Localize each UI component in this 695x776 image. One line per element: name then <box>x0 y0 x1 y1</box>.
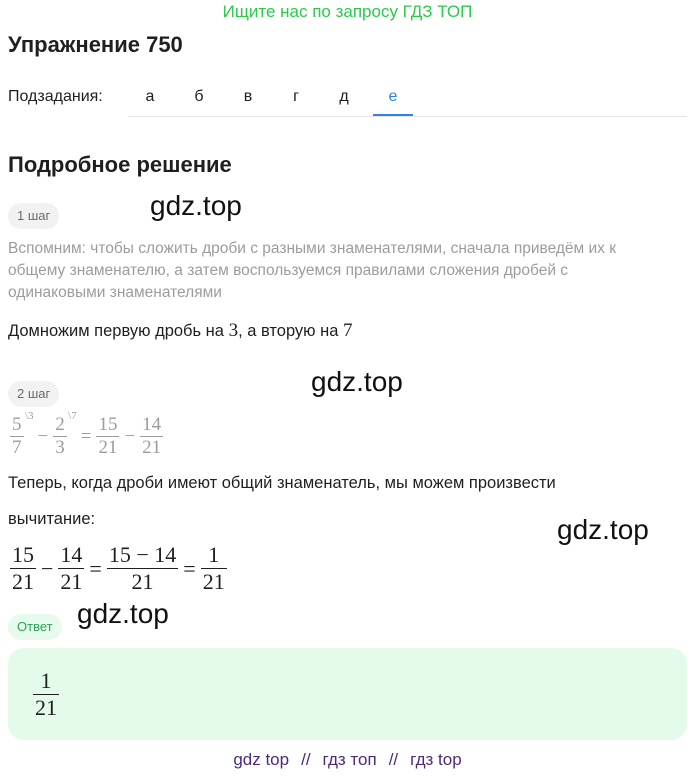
footer-separator: // <box>301 750 311 769</box>
footer-links <box>0 750 695 770</box>
tab-a[interactable]: а <box>145 88 155 105</box>
math-3: 3 <box>228 320 239 341</box>
tab-g[interactable]: г <box>293 88 299 105</box>
step-1-text-before: Домножим первую дробь на <box>8 322 229 340</box>
promo-banner[interactable]: Ищите нас по запросу ГДЗ ТОП <box>222 2 473 21</box>
footer-link[interactable]: gdz top <box>233 750 290 769</box>
footer-separator: // <box>388 750 399 769</box>
tab-v[interactable]: в <box>243 88 253 105</box>
subtasks-label: Подзадания: <box>8 88 103 105</box>
footer-link[interactable]: гдз top <box>410 750 462 769</box>
fraction: $\frac{1}{21}$ <box>202 542 225 594</box>
fraction: 5 7 \3 <box>12 410 34 458</box>
fraction: 2 3 \7 <box>55 410 77 458</box>
step-1-text-mid: , а вторую на <box>238 322 344 340</box>
tab-b[interactable]: б <box>194 88 204 105</box>
page-title: Упражнение 750 <box>8 32 183 57</box>
watermark: gdz.top <box>150 190 242 221</box>
solution-heading: Подробное решение <box>8 152 232 177</box>
tab-e-active[interactable]: е <box>373 88 413 106</box>
step-2-badge: 2 шаг <box>8 381 59 407</box>
answer-box <box>8 648 687 740</box>
fraction: $\frac{15 - 14}{21}$ <box>108 542 177 594</box>
answer-badge: Ответ <box>8 614 62 640</box>
math-7: 7 <box>343 320 353 341</box>
step-2-result-equation: $\frac{15}{21}$ − $\frac{14}{21}$ = $\frac{15 - 14}{21}$ = $\frac{1}{21}$ <box>12 542 225 594</box>
fraction: $\frac{15}{21}$ <box>98 414 118 458</box>
subtasks-tabs <box>128 80 687 117</box>
answer-fraction: $\frac{1}{21}$ <box>35 668 57 720</box>
watermark: gdz.top <box>311 366 403 397</box>
fraction: $\frac{14}{21}$ <box>60 542 83 594</box>
tab-d[interactable]: д <box>339 88 349 105</box>
step-2-text-line-1: Теперь, когда дроби имеют общий знаменатель, мы можем произвести <box>8 474 556 492</box>
step-1-badge: 1 шаг <box>8 203 59 229</box>
step-1-text <box>8 320 353 342</box>
footer-link[interactable]: гдз топ <box>322 750 377 769</box>
step-2-text-line-2: вычитание: <box>8 510 96 528</box>
fraction: $\frac{14}{21}$ <box>142 414 162 458</box>
watermark: gdz.top <box>77 598 169 629</box>
watermark: gdz.top <box>557 514 649 545</box>
step-1-hint: Вспомним: чтобы сложить дроби с разными знаменателями, сначала приведём их к общему знаменателю, а затем воспользуемся правилами сложения дробей с одинаковыми знаменателями <box>8 240 616 301</box>
fraction: $\frac{15}{21}$ <box>12 542 34 594</box>
step-2-equation: 5 7 \3 − 2 3 \7 = $\frac{15}{21}$ − $\frac{14}{21}$ <box>12 410 162 458</box>
